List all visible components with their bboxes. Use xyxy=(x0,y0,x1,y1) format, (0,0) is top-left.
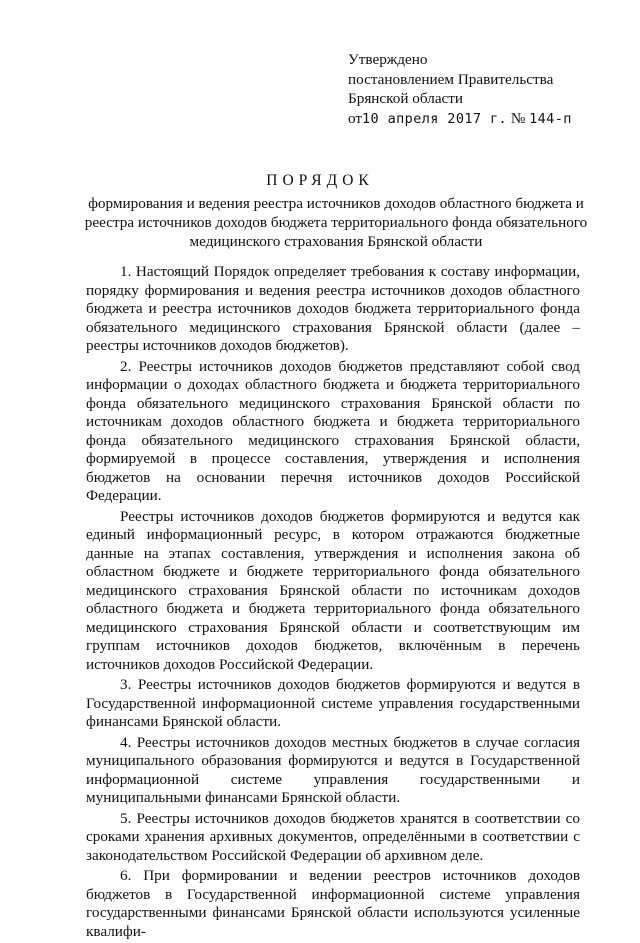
paragraph-5: 5. Реестры источников доходов бюджетов хранятся в соответствии со сроками хранения архивных документов, определёнными в соответствии с законодательством Российской Федерации об архивном деле. xyxy=(86,809,580,864)
approval-date-line xyxy=(348,109,572,130)
document-title: ПОРЯДОК xyxy=(266,172,374,189)
approval-number: 144-п xyxy=(529,110,572,127)
paragraph-4: 4. Реестры источников доходов местных бюджетов в случае согласия муниципального образования формируются и ведутся в Государственной информационной системе управления государственными и муниципальными финансами Брянской области. xyxy=(86,733,580,806)
paragraph-2: 2. Реестры источников доходов бюджетов представляют собой свод информации о доходах областного бюджета и бюджета территориального фонда обязательного медицинского страхования Брянской области по источникам доходов областного бюджета и бюджета территориального фонда обязательного медицинского страхования Брянской области, формируемой в процессе составления, утверждения и исполнения бюджетов на основании перечня источников доходов Российской Федерации. xyxy=(86,357,580,504)
approval-stamp xyxy=(348,50,572,129)
approval-date: 10 апреля 2017 г. xyxy=(362,110,508,127)
approval-number-prefix: № xyxy=(510,109,526,127)
paragraph-2-continued: Реестры источников доходов бюджетов формируются и ведутся как единый информационный ресурс, в котором отражаются бюджетные данные на этапах составления, утверждения и исполнения закона об областном бюджете и бюджете территориального фонда обязательного медицинского страхования Брянской области по источникам доходов областного бюджета и бюджета территориального фонда обязательного медицинского страхования Брянской области и соответствующим им группам источников доходов бюджетов, включённым в перечень источников доходов Российской Федерации. xyxy=(86,507,580,673)
approval-line-resolution: постановлением Правительства xyxy=(348,70,554,88)
document-subtitle: формирования и ведения реестра источников доходов областного бюджета и реестра источников доходов бюджета территориального фонда обязательного медицинского страхования Брянской области xyxy=(84,195,588,250)
paragraph-3: 3. Реестры источников доходов бюджетов формируются и ведутся в Государственной информационной системе управления государственными финансами Брянской области. xyxy=(86,676,580,730)
paragraph-6: 6. При формировании и ведении реестров источников доходов бюджетов в Государственной информационной системе управления государственными финансами Брянской области используются усиленные квалифи- xyxy=(86,867,580,940)
approval-line-region: Брянской области xyxy=(348,90,464,107)
approval-line-approved: Утверждено xyxy=(348,51,428,68)
document-body xyxy=(86,263,580,943)
approval-date-prefix: от xyxy=(348,109,363,127)
paragraph-1: 1. Настоящий Порядок определяет требования к составу информации, порядку формирования и ведения реестра источников доходов областного бюджета и реестра источников доходов бюджета территориального фонда обязательного медицинского страхования Брянской области (далее – реестры источников доходов бюджетов). xyxy=(86,263,580,354)
